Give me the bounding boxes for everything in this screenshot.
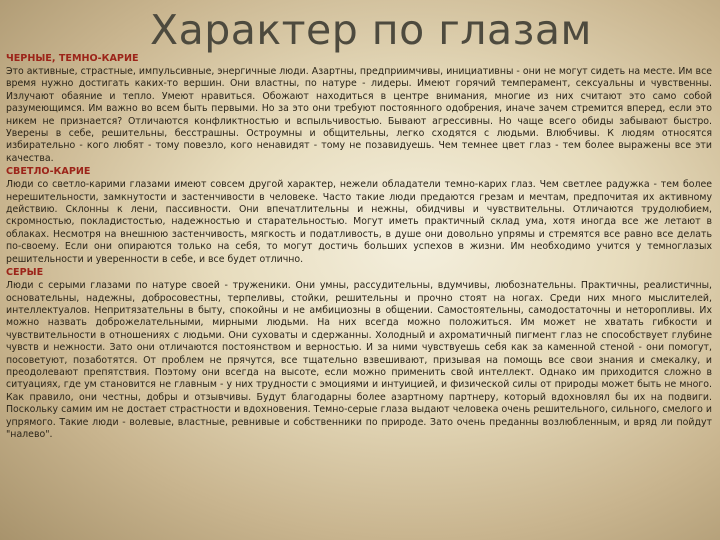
- section-heading-light-brown: СВЕТЛО-КАРИЕ: [6, 166, 91, 178]
- section-text-dark-brown: Это активные, страстные, импульсивные, энергичные люди. Азартны, предприимчивы, инициативны - они не могут сидеть на месте. Им все время нужно достигать каких-то вершин. Они властны, по натуре - лидеры. Имеют горячий темперамент, сексуальны и чувственны. Излучают обаяние и тепло. Умеют нравиться. Обожают находиться в центре внимания, многие из них считают это само собой разумеющимся. Им важно во всем быть первыми. Но за это они требуют постоянного одобрения, иначе зачем стремится вперед, если это никем не признается? Отличаются конфликтностью и вспыльчивостью. Бывают агрессивны. Но чаще всего обиды забывают быстро. Уверены в себе, решительны, бесстрашны. Остроумны и общительны, легко сходятся с людьми. Влюбчивы. К людям относятся избирательно - кого любят - тому повезло, кого ненавидят - тому не позавидуешь. Чем темнее цвет глаз - тем более выражены все эти качества.: [6, 66, 712, 164]
- slide-content: [6, 52, 712, 441]
- section-text-light-brown: Люди со светло-карими глазами имеют совсем другой характер, нежели обладатели темно-карих глаз. Чем светлее радужка - тем более нерешительности, замкнутости и застенчивости в человеке. Часто такие люди предаются грезам и мечтам, предпочитая их активному действию. Склонны к лени, пассивности. Они впечатлительны и нежны, обидчивы и чувствительны. Отличаются трудолюбием, скромностью, покладистостью, надежностью и старательностью. Могут иметь практичный склад ума, хотя иногда все же летают в облаках. Несмотря на внешнюю застенчивость, мягкость и податливость, в душе они довольно упрямы и стремятся все равно все делать по-своему. Если они опираются только на себя, то могут достичь больших успехов в жизни. Им необходимо учится у темноглазых решительности и уверенности в себе, и все будет отлично.: [6, 179, 712, 265]
- section-heading-grey: СЕРЫЕ: [6, 267, 44, 279]
- section-text-grey: Люди с серыми глазами по натуре своей - труженики. Они умны, рассудительны, вдумчивы, любознательны. Практичны, реалистичны, основательны, надежны, добросовестны, терпеливы, стойки, решительны и прочно стоят на ногах. Среди них много мыслителей, интеллектуалов. Непритязательны в быту, спокойны и не амбициозны в общении. Самостоятельны, самодостаточны и неторопливы. Их можно назвать доброжелательными, мирными людьми. На них всегда можно положиться. Им может не хватать гибкости и чувствительности в отношениях с людьми. Они суховаты и сдержанны. Холодный и ахроматичный пигмент глаз не способствует глубине чувств и нежности. Зато они отличаются постоянством и верностью. И за ними чувствуешь себя как за каменной стеной - они помогут, посоветуют, позаботятся. От проблем не прячутся, все тщательно взвешивают, призывая на помощь все свои знания и смекалку, и преодолевают препятствия. Поэтому они всегда на высоте, если можно применить свой интеллект. Однако им приходится сложно в ситуациях, где ум становится не главным - у них трудности с эмоциями и интуицией, и физической силы от природы может быть не много. Как правило, они честны, добры и отзывчивы. Будут благодарны более азартному партнеру, который вдохновлял бы их на подвиги. Поскольку самим им не достает страстности и вдохновения. Темно-серые глаза выдают человека очень решительного, сильного, смелого и упрямого. Такие люди - волевые, властные, ревнивые и собственники по природе. Зато очень преданны возлюбленным, и вряд ли пойдут "налево".: [6, 280, 712, 440]
- slide-title: Характер по глазам: [150, 6, 592, 54]
- section-heading-dark-brown: ЧЕРНЫЕ, ТЕМНО-КАРИЕ: [6, 53, 139, 64]
